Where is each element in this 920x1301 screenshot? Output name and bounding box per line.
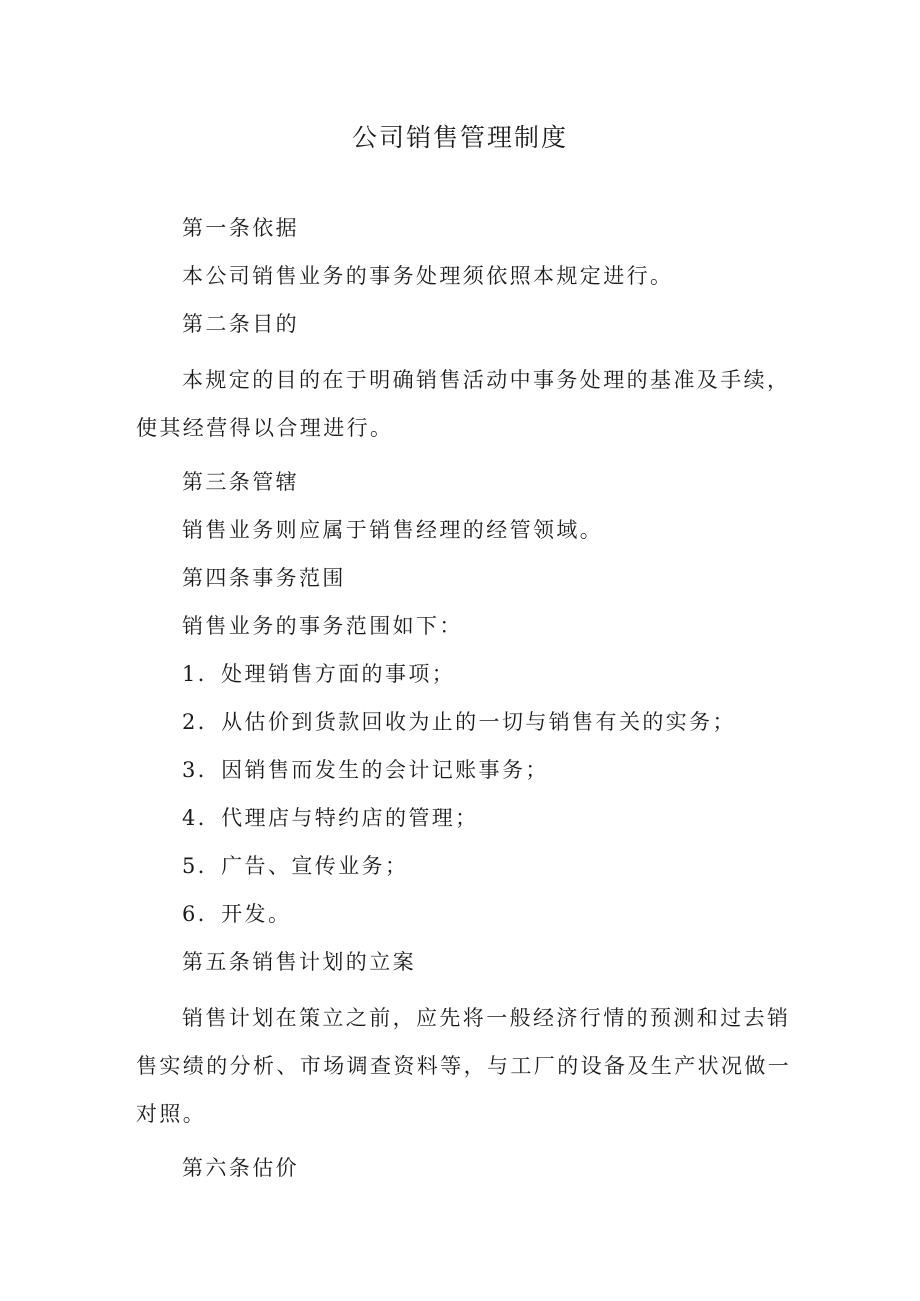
paragraph: 销售业务的事务范围如下： (182, 614, 463, 638)
article-heading: 第三条管辖 (182, 470, 299, 494)
paragraph: 本规定的目的在于明确销售活动中事务处理的基准及手续，使其经营得以合理进行。 (136, 368, 791, 440)
paragraph: 销售业务则应属于销售经理的经管领域。 (182, 518, 604, 542)
document-title: 公司销售管理制度 (351, 123, 568, 152)
list-item: 2．从估价到货款回收为止的一切与销售有关的实务； (182, 710, 736, 734)
paragraph: 本公司销售业务的事务处理须依照本规定进行。 (182, 264, 674, 288)
list-item: 4．代理店与特约店的管理； (182, 806, 479, 830)
paragraph: 销售计划在策立之前，应先将一般经济行情的预测和过去销售实绩的分析、市场调查资料等，与工厂的设备及生产状况做一对照。 (136, 1006, 792, 1126)
article-heading: 第四条事务范围 (182, 566, 346, 590)
list-item: 3．因销售而发生的会计记账事务； (182, 758, 549, 782)
list-item: 5．广告、宣传业务； (182, 854, 409, 878)
article-heading: 第六条估价 (182, 1156, 299, 1180)
document-body (136, 212, 796, 1200)
list-item: 6．开发。 (182, 902, 292, 926)
article-heading: 第五条销售计划的立案 (182, 950, 416, 974)
list-item: 1．处理销售方面的事项； (182, 662, 456, 686)
article-heading: 第二条目的 (182, 312, 299, 336)
article-heading: 第一条依据 (182, 216, 299, 240)
